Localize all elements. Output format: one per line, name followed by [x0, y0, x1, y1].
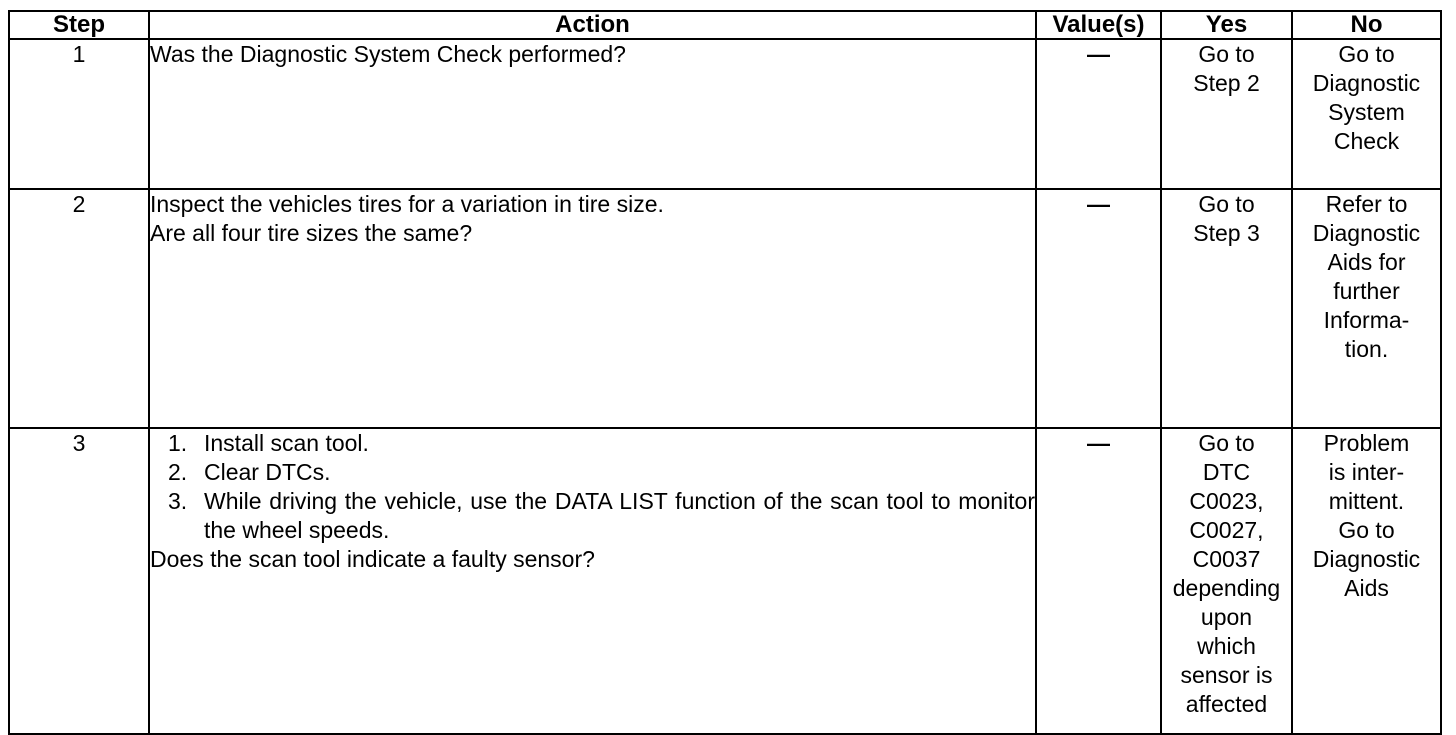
no-line: Refer to	[1325, 191, 1408, 217]
table-row	[9, 39, 1441, 189]
action-text: Was the Diagnostic System Check performed?	[150, 41, 626, 67]
yes-cell	[1161, 189, 1292, 428]
header-row	[9, 11, 1441, 39]
no-cell	[1292, 428, 1441, 734]
no-line: Problem	[1323, 430, 1410, 456]
yes-line: depending	[1172, 575, 1281, 601]
action-cell	[149, 428, 1036, 734]
header-action: Action	[149, 11, 1036, 39]
no-line: Diagnostic	[1312, 220, 1421, 246]
no-cell	[1292, 189, 1441, 428]
step-number: 3	[9, 428, 149, 734]
yes-line: Go to	[1198, 41, 1255, 67]
step-number: 2	[9, 189, 149, 428]
yes-line: DTC	[1202, 459, 1251, 485]
table-row	[9, 428, 1441, 734]
diagnostic-table	[8, 10, 1442, 735]
yes-line: affected	[1185, 691, 1268, 717]
yes-line: sensor is	[1180, 662, 1273, 688]
header-yes: Yes	[1161, 11, 1292, 39]
no-line: Check	[1333, 128, 1400, 154]
action-text: Are all four tire sizes the same?	[150, 220, 473, 246]
no-line: Aids	[1344, 575, 1389, 601]
yes-line: Step 3	[1193, 220, 1260, 246]
no-line: mittent.	[1328, 488, 1405, 514]
yes-line: C0027,	[1189, 517, 1264, 543]
value-text: —	[1087, 191, 1110, 217]
no-line: Informa-	[1323, 307, 1410, 333]
yes-cell	[1161, 428, 1292, 734]
header-values: Value(s)	[1036, 11, 1161, 39]
no-line: tion.	[1344, 336, 1389, 362]
yes-line: Step 2	[1193, 70, 1260, 96]
step-number: 1	[9, 39, 149, 189]
no-line: Diagnostic	[1312, 70, 1421, 96]
no-line: Go to	[1338, 517, 1395, 543]
value-cell	[1036, 189, 1161, 428]
yes-line: Go to	[1198, 191, 1255, 217]
action-step: While driving the vehicle, use the DATA LIST function of the scan tool to monitor the wheel speeds.	[204, 488, 1035, 543]
value-cell	[1036, 39, 1161, 189]
action-cell	[149, 39, 1036, 189]
header-no: No	[1292, 11, 1441, 39]
action-text: Inspect the vehicles tires for a variation in tire size.	[150, 191, 664, 217]
no-line: Go to	[1338, 41, 1395, 67]
action-cell	[149, 189, 1036, 428]
header-step: Step	[9, 11, 149, 39]
yes-line: C0037	[1192, 546, 1261, 572]
value-text: —	[1087, 430, 1110, 456]
no-cell	[1292, 39, 1441, 189]
action-question: Does the scan tool indicate a faulty sensor?	[150, 546, 595, 572]
action-step: Install scan tool.	[204, 430, 369, 456]
table-row	[9, 189, 1441, 428]
yes-line: C0023,	[1189, 488, 1264, 514]
value-cell	[1036, 428, 1161, 734]
yes-line: upon	[1200, 604, 1253, 630]
yes-line: which	[1197, 633, 1256, 659]
yes-line: Go to	[1198, 430, 1255, 456]
value-text: —	[1087, 41, 1110, 67]
action-steps-list	[150, 429, 1035, 545]
no-line: System	[1328, 99, 1405, 125]
no-line: Diagnostic	[1312, 546, 1421, 572]
no-line: is inter-	[1328, 459, 1405, 485]
yes-cell	[1161, 39, 1292, 189]
no-line: further	[1333, 278, 1400, 304]
no-line: Aids for	[1327, 249, 1406, 275]
action-step: Clear DTCs.	[204, 459, 331, 485]
